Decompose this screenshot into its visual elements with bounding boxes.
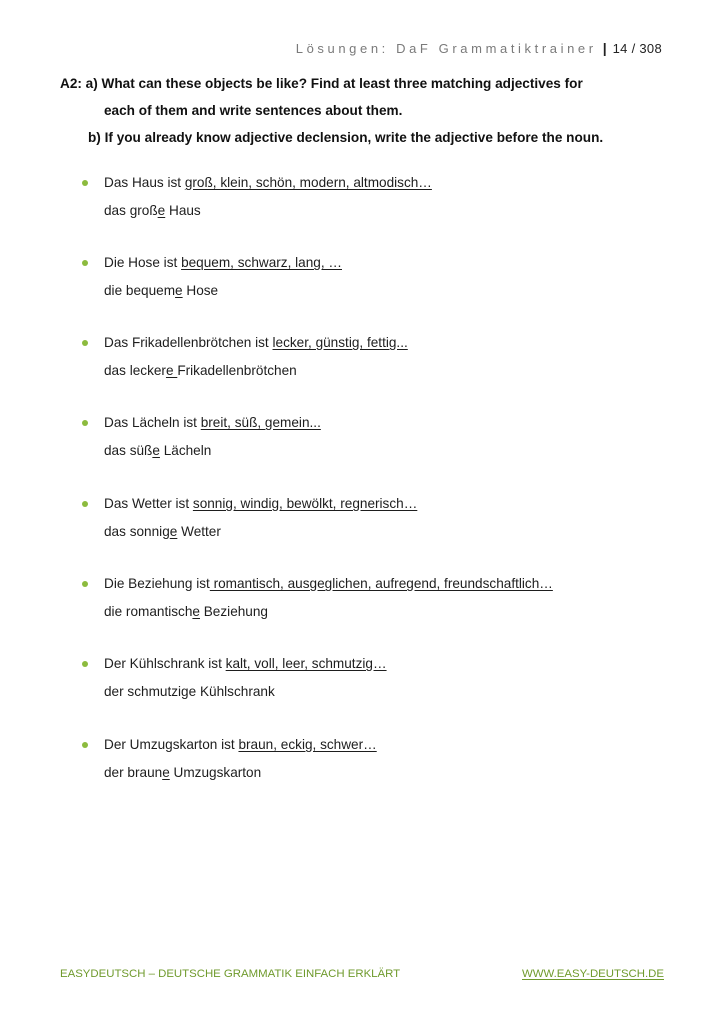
example-ending: e [157, 203, 166, 218]
example-start: das lecker [104, 363, 166, 378]
adjective-list: kalt, voll, leer, schmutzig… [225, 656, 387, 671]
example-noun: Frikadellenbrötchen [177, 363, 297, 378]
answer-sentence [104, 736, 377, 754]
footer-website-link[interactable]: WWW.EASY-DEUTSCH.DE [522, 968, 664, 980]
declension-example [104, 362, 297, 380]
header-separator: | [602, 40, 607, 56]
example-noun: Lächeln [159, 443, 212, 458]
bullet-icon [82, 260, 88, 266]
adjective-list: sonnig, windig, bewölkt, regnerisch… [192, 496, 418, 511]
example-ending: e [169, 524, 178, 539]
example-ending: e [152, 443, 160, 458]
adjective-list: lecker, günstig, fettig... [272, 335, 408, 350]
sentence-prefix: Der Umzugskarton ist [104, 737, 239, 752]
page-footer [60, 968, 664, 980]
adjective-list: groß, klein, schön, modern, altmodisch… [184, 175, 432, 190]
answer-sentence [104, 254, 342, 272]
answer-sentence [104, 414, 321, 432]
example-ending: e [175, 283, 183, 298]
declension-example [104, 442, 211, 460]
declension-example [104, 603, 268, 621]
example-start: die romantisch [104, 604, 193, 619]
example-noun: Hose [182, 283, 219, 298]
footer-brand: EASYDEUTSCH – DEUTSCHE GRAMMATIK EINFACH ERKLÄRT [60, 968, 401, 980]
example-ending: e [165, 363, 178, 378]
page-number: 14 / 308 [612, 40, 662, 56]
adjective-list: bequem, schwarz, lang, … [181, 255, 342, 270]
bullet-icon [82, 742, 88, 748]
example-noun: Umzugskarton [169, 765, 262, 780]
adjective-list: braun, eckig, schwer… [238, 737, 377, 752]
adjective-list: breit, süß, gemein... [200, 415, 321, 430]
sentence-prefix: Das Lächeln ist [104, 415, 201, 430]
task-line-3: b) If you already know adjective declension, write the adjective before the noun. [88, 130, 604, 145]
answer-sentence [104, 334, 408, 352]
declension-example [104, 683, 275, 701]
page-header [296, 40, 662, 56]
example-start: das sonnig [104, 524, 170, 539]
example-ending: e [192, 604, 200, 619]
task-line-2: each of them and write sentences about them. [104, 103, 403, 118]
header-title: Lösungen: DaF Grammatiktrainer [295, 40, 597, 56]
example-start: die bequem [104, 283, 176, 298]
example-start: das süß [104, 443, 153, 458]
bullet-icon [82, 661, 88, 667]
example-noun: Haus [165, 203, 201, 218]
answer-sentence [104, 575, 553, 593]
sentence-prefix: Das Frikadellenbrötchen ist [104, 335, 273, 350]
declension-example [104, 282, 218, 300]
adjective-list: romantisch, ausgeglichen, aufregend, freundschaftlich… [209, 576, 553, 591]
answer-sentence [104, 174, 432, 192]
example-start: der schmutzige Kühlschrank [104, 684, 275, 699]
bullet-icon [82, 420, 88, 426]
bullet-icon [82, 340, 88, 346]
example-start: der braun [104, 765, 163, 780]
example-ending: e [162, 765, 170, 780]
example-noun: Beziehung [199, 604, 268, 619]
declension-example [104, 523, 221, 541]
example-noun: Wetter [177, 524, 221, 539]
declension-example [104, 764, 261, 782]
declension-example [104, 202, 201, 220]
bullet-icon [82, 180, 88, 186]
task-line-1: A2: a) What can these objects be like? Find at least three matching adjectives for [60, 76, 583, 91]
sentence-prefix: Die Hose ist [104, 255, 182, 270]
sentence-prefix: Der Kühlschrank ist [104, 656, 226, 671]
sentence-prefix: Das Haus ist [104, 175, 185, 190]
example-start: das groß [104, 203, 158, 218]
answer-sentence [104, 655, 387, 673]
sentence-prefix: Das Wetter ist [104, 496, 193, 511]
bullet-icon [82, 581, 88, 587]
sentence-prefix: Die Beziehung ist [104, 576, 210, 591]
bullet-icon [82, 501, 88, 507]
answer-sentence [104, 495, 417, 513]
